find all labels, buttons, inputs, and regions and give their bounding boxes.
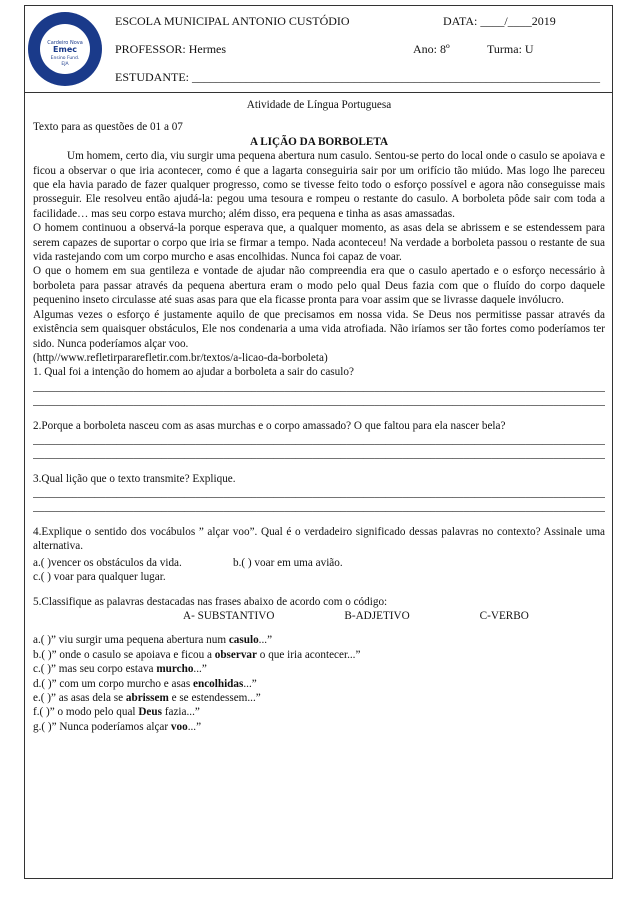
code-c: C-VERBO bbox=[479, 609, 529, 622]
classification-item[interactable]: f.( )” o modo pelo qual Deus fazia...” bbox=[33, 706, 200, 719]
student-field: ESTUDANTE: ____________________________________________________________________ bbox=[115, 70, 600, 84]
svg-text:Emec: Emec bbox=[53, 45, 77, 54]
q4-option-c[interactable]: c.( ) voar para qualquer lugar. bbox=[33, 571, 166, 584]
answer-line[interactable] bbox=[33, 500, 605, 514]
highlighted-word: encolhidas bbox=[193, 677, 244, 690]
answer-line[interactable] bbox=[33, 433, 605, 447]
code-a: A- SUBSTANTIVO bbox=[183, 609, 275, 622]
classification-item[interactable]: a.( )” viu surgir uma pequena abertura num casulo...” bbox=[33, 634, 273, 647]
q4-option-b[interactable]: b.( ) voar em uma avião. bbox=[233, 556, 343, 569]
question-4: 4.Explique o sentido dos vocábulos ” alçar voo”. Qual é o verdadeiro significado dessas palavras no contexto? Assinale uma alternativa. bbox=[33, 525, 605, 553]
classification-item[interactable]: d.( )” com um corpo murcho e asas encolhidas...” bbox=[33, 677, 257, 690]
story-paragraph: O que o homem em sua gentileza e vontade de ajudar não compreendia era que o casulo apertado e o esforço necessário à borboleta para passar através da pequena abertura eram o modo pelo qual Deus fazia com que o fluído do corpo daquele pequenino inseto circulasse até suas asas para que ela ficasse pronta para voar assim que se livrasse daquele invólucro. bbox=[33, 265, 605, 307]
question-1: 1. Qual foi a intenção do homem ao ajudar a borboleta a sair do casulo? bbox=[33, 366, 354, 379]
header bbox=[25, 6, 612, 93]
text-intro: Texto para as questões de 01 a 07 bbox=[33, 121, 183, 134]
classification-items bbox=[33, 633, 605, 734]
classification-item[interactable]: e.( )” as asas dela se abrissem e se estendessem...” bbox=[33, 691, 261, 704]
answer-line[interactable] bbox=[33, 380, 605, 394]
svg-text:Ensino Fund.: Ensino Fund. bbox=[50, 56, 80, 61]
svg-text:Cardeiro Nova: Cardeiro Nova bbox=[47, 40, 83, 46]
classification-item[interactable]: g.( )” Nunca poderíamos alçar voo...” bbox=[33, 720, 202, 733]
classification-item[interactable]: c.( )” mas seu corpo estava murcho...” bbox=[33, 663, 207, 676]
code-b: B-ADJETIVO bbox=[344, 609, 410, 622]
q4-option-a[interactable]: a.( )vencer os obstáculos da vida. bbox=[33, 556, 182, 569]
classification-item[interactable]: b.( )” onde o casulo se apoiava e ficou a observar o que iria acontecer...” bbox=[33, 648, 361, 661]
activity-title: Atividade de Língua Portuguesa bbox=[246, 99, 392, 111]
teacher-name: PROFESSOR: Hermes bbox=[115, 42, 227, 56]
answer-line[interactable] bbox=[33, 486, 605, 500]
question-3: 3.Qual lição que o texto transmite? Explique. bbox=[33, 472, 236, 485]
worksheet-body bbox=[33, 98, 605, 734]
highlighted-word: murcho bbox=[156, 663, 194, 676]
highlighted-word: observar bbox=[214, 648, 257, 661]
highlighted-word: Deus bbox=[138, 706, 162, 719]
story-title: A LIÇÃO DA BORBOLETA bbox=[249, 135, 389, 148]
story-paragraph: Algumas vezes o esforço é justamente aquilo de que precisamos em nossa vida. Se Deus nos permitisse passar através da existência sem quaisquer obstáculos, Ele nos condenaria a uma vida atrofiada. Não iríamos ser tão fortes como poderíamos ter sido. Nunca poderíamos alçar voo. bbox=[33, 308, 605, 350]
story-paragraph: Um homem, certo dia, viu surgir uma pequena abertura num casulo. Sentou-se perto do local onde o casulo se apoiava e ficou a observar o que iria acontecer, como é que a lagarta conseguiria sair por um orifício tão miúdo. Mas logo lhe pareceu que ela havia parado de fazer qualquer progresso, como se tivesse feito todo o esforço possível e agora não conseguisse mais prosseguir. Ele resolveu então ajudá-la: pegou uma tesoura e rompeu o restante do casulo. A borboleta pôde sair com toda a facilidade… mas seu corpo estava murcho; além disso, era pequena e tinha as asas amassadas. bbox=[33, 150, 605, 220]
question-5: 5.Classifique as palavras destacadas nas frases abaixo de acordo com o código: bbox=[33, 595, 388, 608]
school-seal-logo bbox=[26, 10, 104, 88]
school-name: ESCOLA MUNICIPAL ANTONIO CUSTÓDIO bbox=[115, 14, 350, 28]
worksheet-page bbox=[24, 5, 613, 879]
highlighted-word: voo bbox=[170, 720, 188, 733]
question-2: 2.Porque a borboleta nasceu com as asas murchas e o corpo amassado? O que faltou para ela nascer bela? bbox=[33, 419, 506, 432]
class-label: Turma: U bbox=[487, 42, 534, 56]
source-citation: (http//www.refletirpararefletir.com.br/textos/a-licao-da-borboleta) bbox=[33, 351, 328, 364]
code-legend bbox=[33, 609, 605, 623]
highlighted-word: casulo bbox=[228, 634, 259, 647]
svg-text:EJA: EJA bbox=[61, 62, 69, 67]
story-paragraph: O homem continuou a observá-la porque esperava que, a qualquer momento, as asas dela se abrissem e se estendessem para serem capazes de suportar o corpo que iria se firmar a tempo. Nada aconteceu! Na verdade a borboleta passou o restante de sua vida rastejando com um corpo murcho e asas encolhidas. Nunca foi capaz de voar. bbox=[33, 222, 605, 264]
answer-line[interactable] bbox=[33, 394, 605, 408]
school-year: Ano: 8º bbox=[413, 42, 450, 56]
answer-line[interactable] bbox=[33, 447, 605, 461]
date-field: DATA: ____/____2019 bbox=[443, 14, 556, 28]
highlighted-word: abrissem bbox=[125, 691, 169, 704]
